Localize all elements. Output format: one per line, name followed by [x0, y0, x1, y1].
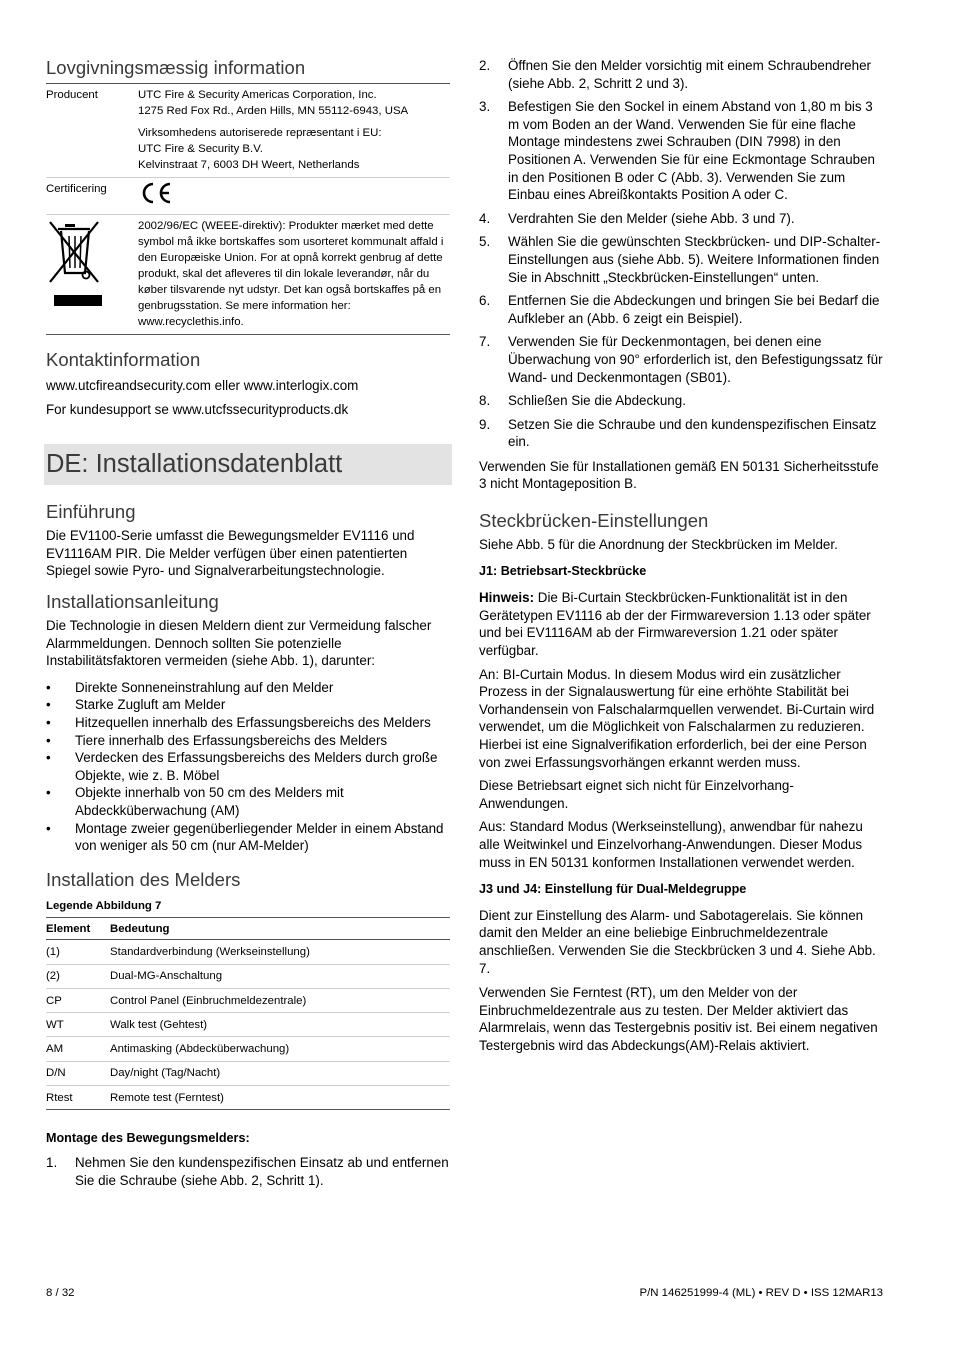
- right-column: [479, 57, 883, 1055]
- list-item: 3. Befestigen Sie den Sockel in einem Abstand von 1,80 m bis 3 m vom Boden an der Wand. Verwenden Sie für eine flache Montage mindestens zwei Schrauben (DIN 7998) in den Positionen A. Verwenden Sie für eine Eckmontage Schrauben in den Positionen B oder C (Abb. 3). Verwenden Sie zum Einbau eines Abreißkontakts Position A oder C.: [479, 99, 875, 203]
- contact-line: For kundesupport se www.utcfssecurityproducts.dk: [46, 401, 349, 417]
- list-item: 1. Nehmen Sie den kundenspezifischen Einsatz ab und entfernen Sie die Schraube (siehe Abb. 2, Schritt 1).: [46, 1154, 449, 1188]
- eu-rep-line: UTC Fire & Security B.V.: [138, 143, 263, 155]
- producer-value: [138, 84, 450, 178]
- table-row: (2) Dual-MG-Anschaltung: [46, 964, 450, 988]
- ce-mark-icon: [138, 181, 174, 205]
- single-paragraph: Diese Betriebsart eignet sich nicht für Einzelvorhang-Anwendungen.: [479, 778, 794, 811]
- weee-symbol-cell: [46, 215, 138, 335]
- j3-heading: J3 und J4: Einstellung für Dual-Meldegruppe: [479, 882, 747, 897]
- weee-crossed-bin-icon: [46, 218, 106, 306]
- melder-heading: Installation des Melders: [46, 868, 241, 890]
- section-banner: [44, 444, 452, 485]
- rt-paragraph: Verwenden Sie Ferntest (RT), um den Melder von der Einbruchmeldezentrale aus zu testen. Der Melder aktiviert das Alarmrelais, wenn das Testergebnis positiv ist. Bei einem negativen Testergebnis wird das Abdeckungs(AM)-Relais aktiviert.: [479, 985, 878, 1053]
- j1-heading: J1: Betriebsart-Steckbrücke: [479, 563, 647, 578]
- list-item: • Tiere innerhalb des Erfassungsbereichs des Melders: [46, 732, 388, 748]
- jumper-heading: Steckbrücken-Einstellungen: [479, 510, 709, 532]
- contact-line: www.utcfireandsecurity.com eller www.interlogix.com: [46, 378, 359, 393]
- column-header: Bedeutung: [110, 918, 450, 940]
- reg-heading: Lovgivningsmæssig information: [46, 57, 306, 78]
- list-item: 6. Entfernen Sie die Abdeckungen und bringen Sie bei Bedarf die Aufkleber an (Abb. 6 zeigt ein Beispiel).: [479, 293, 880, 326]
- section-title: DE: Installationsdatenblatt: [46, 450, 343, 479]
- an-paragraph: An: BI-Curtain Modus. In diesem Modus wird ein zusätzlicher Prozess in der Signalauswertung für eine erhöhte Stabilität bei Vorhandensein von Falschalarmquellen verwendet. Bi-Curtain wird verwendet, um die Möglichkeit von Falschalarmen zu reduzieren. Hierbei ist eine Signalverifikation erforderlich, bei der eine Person von zwei Erfassungsvorhängen erkannt werden muss.: [479, 666, 875, 770]
- montage-steps: [46, 1154, 450, 1189]
- list-item: • Objekte innerhalb von 50 cm des Melders mit Abdeckküberwachung (AM): [46, 785, 344, 818]
- list-item: 2. Öffnen Sie den Melder vorsichtig mit einem Schraubendreher (siehe Abb. 2, Schritt 2 und 3).: [479, 58, 871, 91]
- left-column: [46, 56, 450, 1189]
- list-item: 9. Setzen Sie die Schraube und den kundenspezifischen Einsatz ein.: [479, 416, 877, 450]
- contact-heading: Kontaktinformation: [46, 349, 201, 370]
- list-item: 7. Verwenden Sie für Deckenmontagen, bei denen eine Überwachung von 90° erforderlich ist, den Befestigungssatz für Wand- und Deckenmontagen (SB01).: [479, 334, 883, 385]
- intro-heading: Einführung: [46, 501, 136, 523]
- row-certification: [46, 178, 450, 215]
- regulatory-table: [46, 84, 450, 335]
- j3-paragraph: Dient zur Einstellung des Alarm- und Sabotagerelais. Sie können damit den Melder an eine beliebige Einbruchmeldezentrale anschließen. Verwenden Sie die Steckbrücken 3 und 4. Siehe Abb. 7.: [479, 907, 876, 976]
- montage-steps-continued: [479, 57, 883, 451]
- list-item: • Direkte Sonneneinstrahlung auf den Melder: [46, 679, 334, 695]
- list-item: 8. Schließen Sie die Abdeckung.: [479, 393, 686, 409]
- en-note: Verwenden Sie für Installationen gemäß EN 50131 Sicherheitsstufe 3 nicht Montageposition B.: [479, 458, 879, 492]
- intro-text: Die EV1100-Serie umfasst die Bewegungsmelder EV1116 und EV1116AM PIR. Die Melder verfügen über einen patentierten Spiegel sowie Pyro- und Signalverarbeitungstechnologie.: [46, 528, 415, 579]
- legend-table: [46, 917, 450, 1110]
- install-heading: Installationsanleitung: [46, 590, 219, 612]
- table-row: Rtest Remote test (Ferntest): [46, 1086, 450, 1110]
- list-item: • Starke Zugluft am Melder: [46, 697, 226, 713]
- risk-list: [46, 679, 450, 855]
- aus-paragraph: Aus: Standard Modus (Werkseinstellung), anwendbar für nahezu alle Weitwinkel und Einzelvorhang-Anwendungen. Dieser Modus muss in EN 50131 konformen Installationen verwendet werden.: [479, 819, 863, 870]
- producer-label: Producent: [46, 89, 98, 101]
- montage-heading: Montage des Bewegungsmelders:: [46, 1131, 250, 1146]
- list-item: 5. Wählen Sie die gewünschten Steckbrücken- und DIP-Schalter-Einstellungen aus (siehe Abb. 5). Weitere Informationen finden Sie in Abschnitt „Steckbrücken-Einstellungen“ unten.: [479, 234, 881, 285]
- legend-caption: Legende Abbildung 7: [46, 899, 162, 912]
- eu-rep-line: Virksomhedens autoriserede repræsentant i EU:: [138, 127, 382, 139]
- page-number: 8 / 32: [46, 1287, 75, 1299]
- list-item: • Hitzequellen innerhalb des Erfassungsbereichs des Melders: [46, 714, 431, 730]
- table-row: WT Walk test (Gehtest): [46, 1013, 450, 1037]
- row-weee: [46, 215, 450, 335]
- list-item: • Montage zweier gegenüberliegender Melder in einem Abstand von weniger als 50 cm (nur AM-Melder): [46, 820, 444, 854]
- hinweis-paragraph: Hinweis: Die Bi-Curtain Steckbrücken-Funktionalität ist in den Gerätetypen EV1116 ab der der Firmwareversion 1.13 oder später und bei EV1116AM ab der Firmwareversion 1.21 oder später verfügbar.: [479, 590, 871, 659]
- list-item: • Verdecken des Erfassungsbereichs des Melders durch große Objekte, wie z. B. Möbel: [46, 750, 438, 783]
- jumper-intro: Siehe Abb. 5 für die Anordnung der Steckbrücken im Melder.: [479, 537, 838, 553]
- list-item: 4. Verdrahten Sie den Melder (siehe Abb. 3 und 7).: [479, 210, 795, 226]
- producer-line: UTC Fire & Security Americas Corporation, Inc.: [138, 89, 377, 101]
- table-header: [46, 918, 450, 940]
- certification-label: Certificering: [46, 178, 138, 215]
- row-producer: [46, 84, 450, 178]
- weee-text: 2002/96/EC (WEEE-direktiv): Produkter mærket med dette symbol må ikke bortskaffes som usorteret kommunalt affald i den Europæiske Union. For at opnå korrekt genbrug af dette produkt, skal det afleveres til din lokale leverandør, når du køber tilsvarende nyt udstyr. Det kan også bortskaffes på en genbrugsstation. Se mere information her: www.recyclethis.info.: [138, 215, 450, 335]
- table-row: CP Control Panel (Einbruchmeldezentrale): [46, 988, 450, 1012]
- table-row: AM Antimasking (Abdecküberwachung): [46, 1037, 450, 1061]
- column-header: Element: [46, 918, 110, 940]
- part-number: P/N 146251999-4 (ML) • REV D • ISS 12MAR13: [639, 1287, 883, 1299]
- certification-value: [138, 178, 450, 215]
- eu-rep-line: Kelvinstraat 7, 6003 DH Weert, Netherlands: [138, 159, 360, 171]
- table-row: D/N Day/night (Tag/Nacht): [46, 1061, 450, 1085]
- producer-line: 1275 Red Fox Rd., Arden Hills, MN 55112-6943, USA: [138, 105, 409, 117]
- table-row: (1) Standardverbindung (Werkseinstellung): [46, 940, 450, 964]
- install-text: Die Technologie in diesen Meldern dient zur Vermeidung falscher Alarmmeldungen. Dennoch sollten Sie potenzielle Instabilitätsfaktoren vermeiden (siehe Abb. 1), darunter:: [46, 617, 432, 669]
